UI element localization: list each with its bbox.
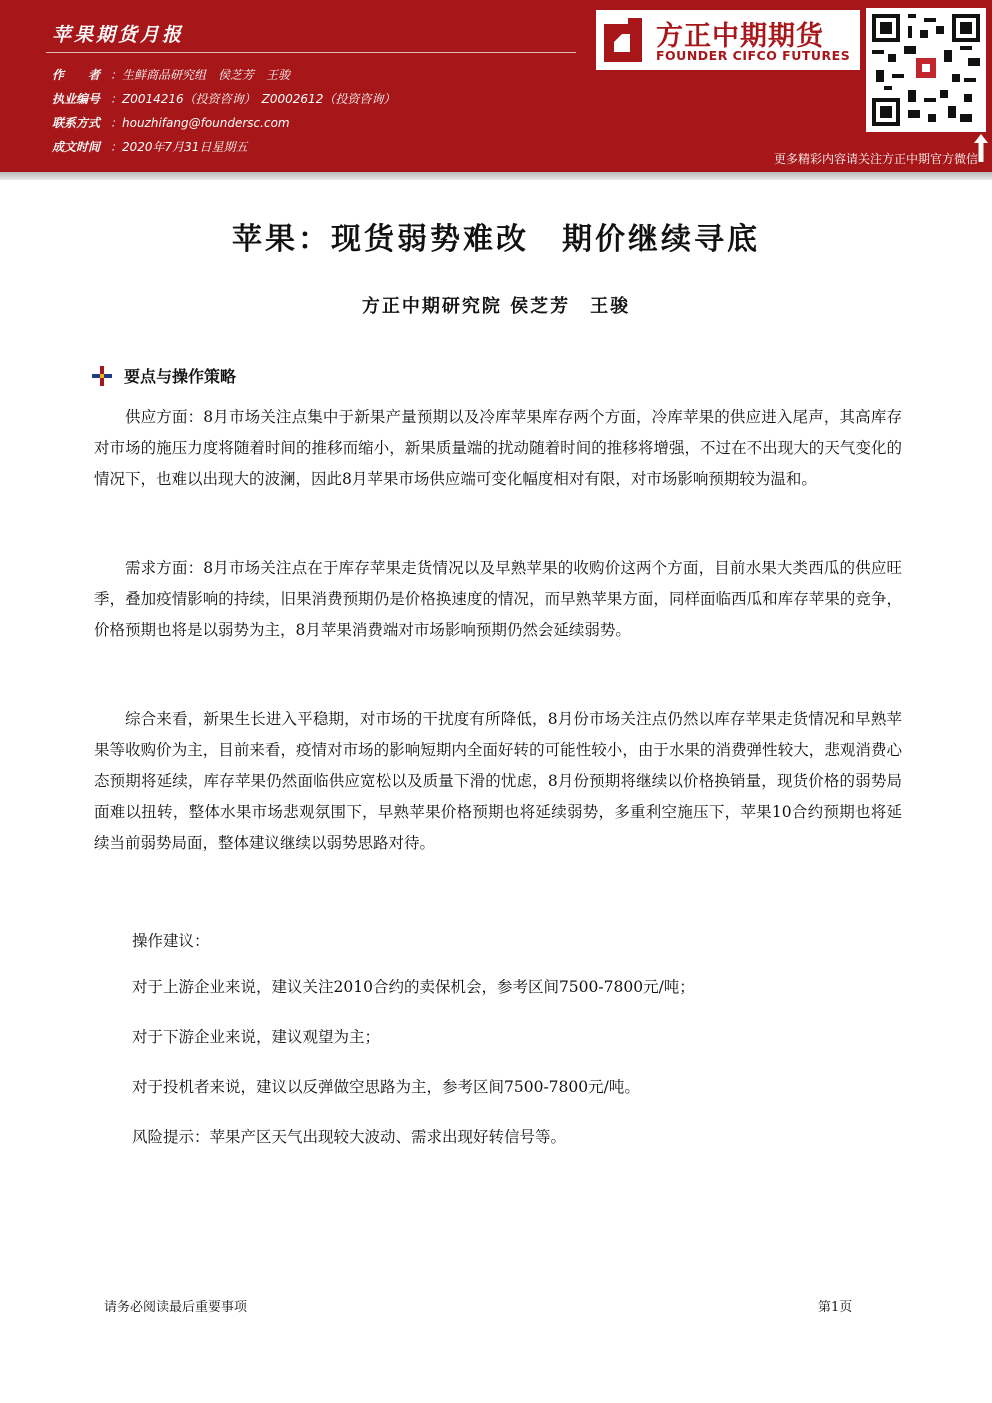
company-logo [596, 10, 860, 70]
meta-contact-email[interactable]: ：houzhifang@foundersc.com [110, 116, 290, 130]
wechat-follow-tip: 更多精彩内容请关注方正中期官方微信 [773, 152, 978, 166]
qr-code-icon [872, 14, 980, 126]
header-rule-divider [46, 52, 576, 53]
section-heading-text: 要点与操作策略 [124, 367, 237, 386]
meta-author-value: ：生鲜商品研究组 侯芝芳 王骏 [110, 68, 291, 82]
meta-license-label: 执业编号 [52, 92, 101, 106]
header-shadow-divider [0, 172, 992, 180]
meta-license-row [52, 90, 395, 107]
report-title: 苹果：现货弱势难改 期价继续寻底 [232, 222, 760, 257]
meta-license-value: ：Z0014216（投资咨询） Z0002612（投资咨询） [110, 92, 396, 106]
advice-speculator: 对于投机者来说，建议以反弹做空思路为主，参考区间7500-7800元/吨。 [132, 1078, 640, 1096]
wechat-qr-code [866, 8, 986, 132]
page-number: 第1页 [818, 1300, 853, 1315]
report-type-label: 苹果期货月报 [52, 24, 185, 46]
report-authors: 方正中期研究院 侯芝芳 王骏 [361, 296, 631, 317]
meta-contact-row [52, 114, 290, 131]
risk-warning: 风险提示：苹果产区天气出现较大波动、需求出现好转信号等。 [132, 1128, 567, 1146]
meta-date-row [52, 138, 247, 155]
section-heading [92, 364, 236, 387]
logo-chinese-name: 方正中期期货 [656, 21, 824, 52]
meta-date-label: 成文时间 [52, 140, 101, 154]
logo-english-name: FOUNDER CIFCO FUTURES [656, 48, 851, 63]
meta-author-row [52, 66, 290, 83]
advice-upstream: 对于上游企业来说，建议关注2010合约的卖保机会，参考区间7500-7800元/吨； [132, 978, 695, 996]
footer-notice: 请务必阅读最后重要事项 [104, 1300, 248, 1315]
advice-heading: 操作建议： [132, 932, 210, 950]
supply-paragraph: 供应方面：8月市场关注点集中于新果产量预期以及冷库苹果库存两个方面，冷库苹果的供应进入尾声，其高库存对市场的施压力度将随着时间的推移而缩小，新果质量端的扰动随着时间的推移将增强，不过在不出现大的天气变化的情况下，也难以出现大的波澜，因此8月苹果市场供应端可变化幅度相对有限，对市场影响预期较为温和。 [94, 408, 902, 488]
summary-paragraph: 综合来看，新果生长进入平稳期，对市场的干扰度有所降低，8月份市场关注点仍然以库存苹果走货情况和早熟苹果等收购价为主，目前来看，疫情对市场的影响短期内全面好转的可能性较小，由于水果的消费弹性较大，悲观消费心态预期将延续，库存苹果仍然面临供应宽松以及质量下滑的忧虑，8月份预期将继续以价格换销量，现货价格的弱势局面难以扭转，整体水果市场悲观氛围下，早熟苹果价格预期也将延续弱势，多重利空施压下，苹果10合约预期也将延续当前弱势局面，整体建议继续以弱势思路对待。 [94, 710, 902, 852]
meta-contact-label: 联系方式 [52, 116, 101, 130]
demand-paragraph: 需求方面：8月市场关注点在于库存苹果走货情况以及早熟苹果的收购价这两个方面，目前水果大类西瓜的供应旺季，叠加疫情影响的持续，旧果消费预期仍是价格换速度的情况，而早熟苹果方面，同样面临西瓜和库存苹果的竞争，价格预期也将是以弱势为主，8月苹果消费端对市场影响预期仍然会延续弱势。 [94, 559, 902, 639]
logo-mark-icon [604, 18, 642, 62]
cross-bullet-icon [92, 366, 112, 386]
advice-downstream: 对于下游企业来说，建议观望为主； [132, 1028, 381, 1046]
meta-date-value: ：2020年7月31日星期五 [110, 140, 248, 154]
meta-author-label: 作 者 [52, 68, 101, 82]
